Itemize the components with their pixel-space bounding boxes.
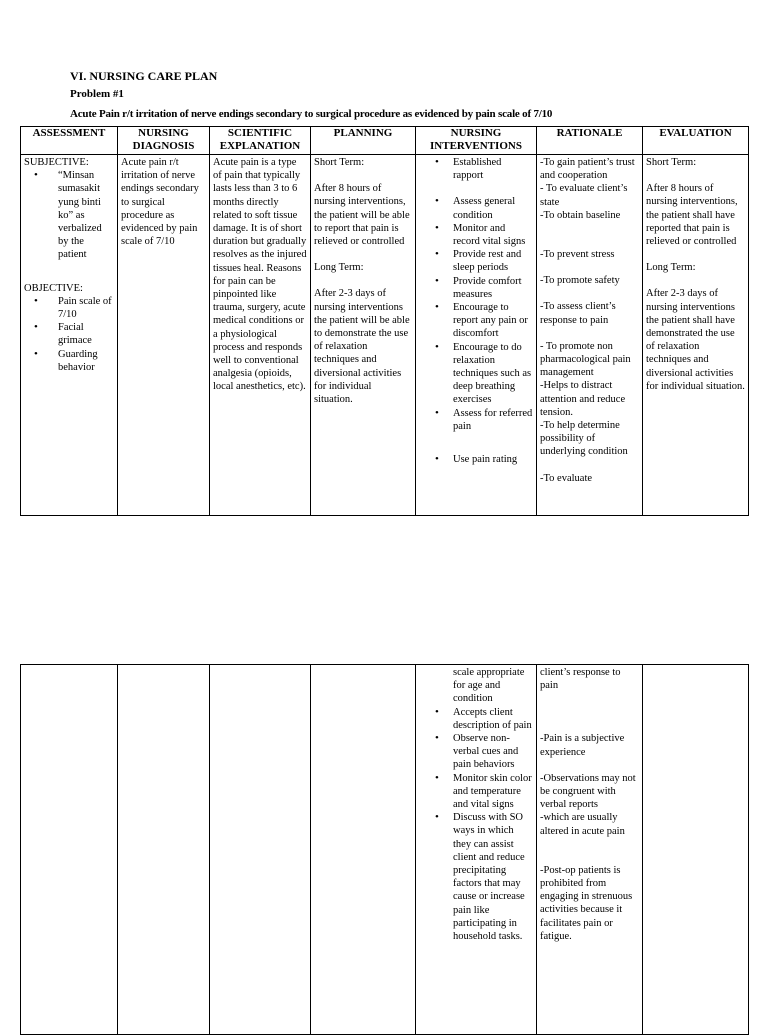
care-plan-table-page-2 <box>20 664 749 1035</box>
rationale-item: -To promote safety <box>540 275 620 287</box>
rationale-item: -To evaluate <box>540 472 593 484</box>
planning-long-label: Long Term: <box>314 262 364 274</box>
rationale-item: -which are usually altered in acute pain <box>540 812 625 837</box>
rationale-item: -Helps to distract attention and reduce tension. <box>540 380 626 418</box>
list-item: • Use pain rating <box>419 453 533 466</box>
problem-label: Problem #1 <box>70 88 124 100</box>
column-header-evaluation: EVALUATION <box>643 127 749 155</box>
diagnosis-text: Acute pain r/t irritation of nerve endings secondary to surgical procedure as evidenced by pain scale of 7/10 <box>121 157 199 248</box>
evaluation-cell <box>643 665 749 1035</box>
planning-short-label: Short Term: <box>314 157 365 168</box>
rationale-item: -Observations may not be congruent with verbal reports <box>540 772 636 811</box>
rationale-item: -To help determine possibility of underlying condition <box>540 420 628 458</box>
nursing-interventions-cell <box>416 665 537 1035</box>
list-item: • Discuss with SO ways in which they can assist client and reduce precipitating factors that may cause or increase pain like participating in household tasks. <box>419 811 533 943</box>
problem-statement: Acute Pain r/t irritation of nerve endings secondary to surgical procedure as evidenced by pain scale of 7/10 <box>70 108 553 120</box>
column-header-assessment: ASSESSMENT <box>21 127 118 155</box>
list-item: • Accepts client description of pain <box>419 706 533 732</box>
rationale-item: -To obtain baseline <box>540 209 621 221</box>
evaluation-cell <box>643 155 749 516</box>
column-header-planning: PLANNING <box>311 127 416 155</box>
column-header-nursing-diagnosis: NURSING DIAGNOSIS <box>118 127 210 155</box>
list-item: • Encourage to report any pain or discomfort <box>419 301 533 341</box>
list-item: • “Minsan sumasakit yung binti ko” as verbalized by the patient <box>24 169 114 261</box>
list-item: • Established rapport <box>419 156 533 182</box>
list-item: • Provide comfort measures <box>419 275 533 301</box>
intervention-continuation: scale appropriate for age and condition <box>453 667 525 705</box>
scientific-explanation-cell <box>210 155 311 516</box>
list-item: • Observe non-verbal cues and pain behaviors <box>419 732 533 772</box>
column-header-rationale: RATIONALE <box>537 127 643 155</box>
list-item: • Monitor skin color and temperature and vital signs <box>419 772 533 812</box>
scientific-explanation-cell <box>210 665 311 1035</box>
rationale-cell <box>537 155 643 516</box>
rationale-item: -To assess client’s response to pain <box>540 301 616 326</box>
interventions-list <box>419 706 533 944</box>
table-header-row <box>21 127 749 155</box>
rationale-item: -To prevent stress <box>540 249 615 261</box>
list-item: • Encourage to do relaxation techniques such as deep breathing exercises <box>419 341 533 407</box>
planning-cell <box>311 665 416 1035</box>
column-header-scientific-explanation: SCIENTIFIC EXPLANATION <box>210 127 311 155</box>
assessment-cell <box>21 155 118 516</box>
planning-cell <box>311 155 416 516</box>
list-item: • Provide rest and sleep periods <box>419 248 533 274</box>
evaluation-long-text: After 2-3 days of nursing interventions the patient shall have demonstrated the use of relaxation techniques and diversional activities for individual situation. <box>646 288 745 392</box>
list-item: • Monitor and record vital signs <box>419 222 533 248</box>
rationale-cell <box>537 665 643 1035</box>
list-item: • Pain scale of 7/10 <box>24 295 114 321</box>
assessment-cell <box>21 665 118 1035</box>
list-item: • Guarding behavior <box>24 348 114 374</box>
table-row <box>21 155 749 516</box>
nursing-diagnosis-cell <box>118 155 210 516</box>
nursing-diagnosis-cell <box>118 665 210 1035</box>
rationale-item: -Post-op patients is prohibited from engaging in strenuous activities because it facilitates pain or fatigue. <box>540 864 633 942</box>
table-row <box>21 665 749 1035</box>
subjective-label: SUBJECTIVE: <box>24 157 89 168</box>
rationale-item: - To evaluate client’s state <box>540 183 628 208</box>
evaluation-short-label: Short Term: <box>646 157 697 168</box>
planning-short-text: After 8 hours of nursing interventions, the patient will be able to report that pain is relieved or controlled <box>314 183 410 248</box>
list-item: • Facial grimace <box>24 321 114 347</box>
planning-long-text: After 2-3 days of nursing interventions the patient will be able to demonstrate the use of relaxation techniques and diversional activities for individual situation. <box>314 288 410 406</box>
explanation-text: Acute pain is a type of pain that typically lasts less than 3 to 6 months directly related to soft tissue damage. It is of short duration but gradually resolves as the injured tissues heal. Reasons for pain can be pinpointed like trauma, surgery, acute medical conditions or a physiological process and responds well to conventional analgesia (opioids, local anesthetics, etc). <box>213 157 307 393</box>
section-title: VI. NURSING CARE PLAN <box>70 69 218 83</box>
rationale-item: client’s response to pain <box>540 667 621 692</box>
rationale-item: - To promote non pharmacological pain management <box>540 340 631 379</box>
nursing-interventions-cell <box>416 155 537 516</box>
interventions-list <box>419 156 533 466</box>
subjective-list <box>24 169 114 261</box>
rationale-item: -Pain is a subjective experience <box>540 733 625 758</box>
rationale-item: -To gain patient’s trust and cooperation <box>540 157 635 182</box>
evaluation-short-text: After 8 hours of nursing interventions, the patient shall have reported that pain is relieved or controlled <box>646 183 738 248</box>
list-item: • Assess for referred pain <box>419 407 533 433</box>
objective-list <box>24 295 114 374</box>
column-header-nursing-interventions: NURSING INTERVENTIONS <box>416 127 537 155</box>
objective-label: OBJECTIVE: <box>24 282 83 294</box>
list-item: • Assess general condition <box>419 195 533 221</box>
care-plan-table-page-1 <box>20 126 749 516</box>
evaluation-long-label: Long Term: <box>646 262 696 274</box>
